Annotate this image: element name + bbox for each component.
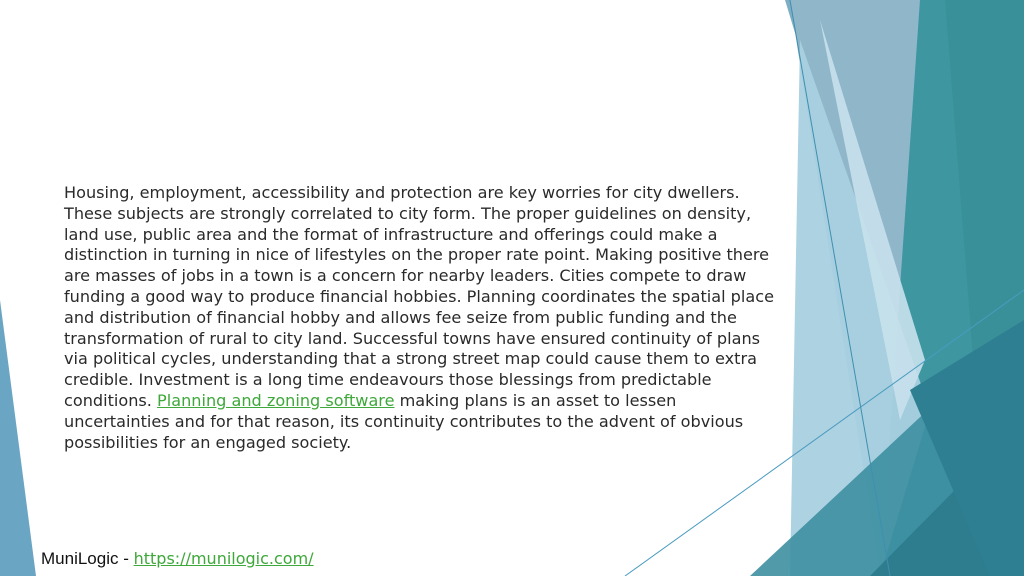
planning-zoning-software-link[interactable]: Planning and zoning software <box>157 390 395 410</box>
footer-url-link[interactable]: https://munilogic.com/ <box>133 549 314 568</box>
body-paragraph <box>64 183 776 453</box>
left-edge-shape <box>0 300 36 576</box>
paragraph-text-after-link: making plans is an asset to lessen uncertainties and for that reason, its continuity contributes to the advent of obvious possibilities for an engaged society. <box>64 390 744 452</box>
footer-brand: MuniLogic - <box>41 549 134 568</box>
paragraph-text-before-link: Housing, employment, accessibility and protection are key worries for city dwellers. These subjects are strongly correlated to city form. The proper guidelines on density, land use, public area and the format of infrastructure and offerings could make a distinction in turning in nice of lifestyles on the proper rate point. Making positive there are masses of jobs in a town is a concern for nearby leaders. Cities compete to draw funding a good way to produce financial hobbies. Planning coordinates the spatial place and distribution of financial hobby and allows fee seize from public funding and the transformation of rural to city land. Successful towns have ensured continuity of plans via political cycles, understanding that a strong street map could cause them to extra credible. Investment is a long time endeavours those blessings from predictable conditions. <box>64 183 774 410</box>
footer <box>41 549 314 569</box>
